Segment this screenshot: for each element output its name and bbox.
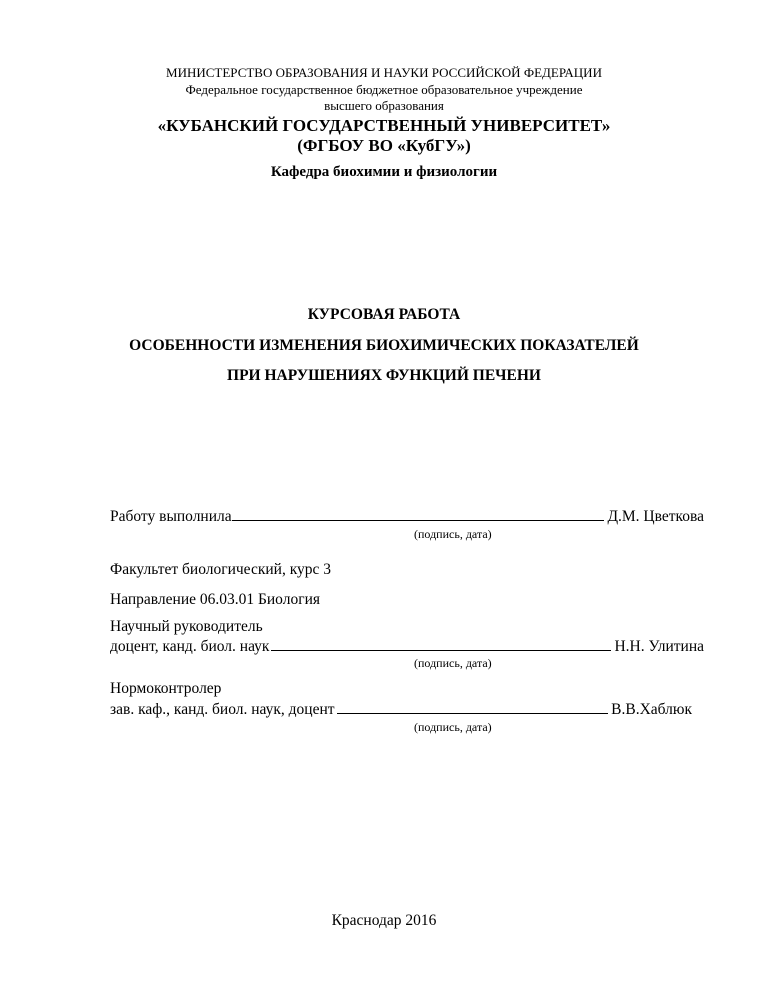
work-title-line1: ОСОБЕННОСТИ ИЗМЕНЕНИЯ БИОХИМИЧЕСКИХ ПОКАЗАТЕЛЕЙ: [129, 337, 639, 354]
supervisor-name: Н.Н. Улитина: [614, 638, 704, 655]
institution-type-line1: Федеральное государственное бюджетное образовательное учреждение: [185, 82, 583, 97]
ministry-line: МИНИСТЕРСТВО ОБРАЗОВАНИЯ И НАУКИ РОССИЙСКОЙ ФЕДЕРАЦИИ: [166, 65, 602, 80]
university-name: «КУБАНСКИЙ ГОСУДАРСТВЕННЫЙ УНИВЕРСИТЕТ»: [157, 116, 611, 135]
work-type: КУРСОВАЯ РАБОТА: [307, 306, 461, 323]
normcontroller-name: В.В.Хаблюк: [611, 701, 692, 718]
author-signature-line: [232, 506, 605, 521]
direction-line: Направление 06.03.01 Биология: [110, 591, 320, 608]
supervisor-signature-caption: (подпись, дата): [414, 656, 492, 670]
supervisor-title: доцент, канд. биол. наук: [110, 638, 270, 655]
university-short-name: (ФГБОУ ВО «КубГУ»): [297, 136, 471, 155]
department-name: Кафедра биохимии и физиологии: [270, 164, 498, 180]
normcontroller-label: Нормоконтролер: [110, 680, 222, 697]
work-title-line2: ПРИ НАРУШЕНИЯХ ФУНКЦИЙ ПЕЧЕНИ: [227, 367, 541, 384]
author-signature-caption: (подпись, дата): [414, 527, 492, 541]
normcontroller-signature-row: [110, 699, 692, 719]
city-year: Краснодар 2016: [331, 912, 437, 929]
supervisor-signature-line: [271, 636, 611, 651]
institution-type-line2: высшего образования: [324, 98, 444, 113]
supervisor-label: Научный руководитель: [110, 618, 263, 635]
supervisor-signature-row: [110, 636, 704, 656]
normcontroller-title: зав. каф., канд. биол. наук, доцент: [110, 701, 335, 718]
faculty-line: Факультет биологический, курс 3: [110, 561, 332, 578]
author-signature-row: [110, 506, 704, 526]
normcontroller-signature-caption: (подпись, дата): [414, 720, 492, 734]
author-label: Работу выполнила: [110, 508, 232, 525]
normcontroller-signature-line: [337, 699, 609, 714]
author-name: Д.М. Цветкова: [607, 508, 704, 525]
